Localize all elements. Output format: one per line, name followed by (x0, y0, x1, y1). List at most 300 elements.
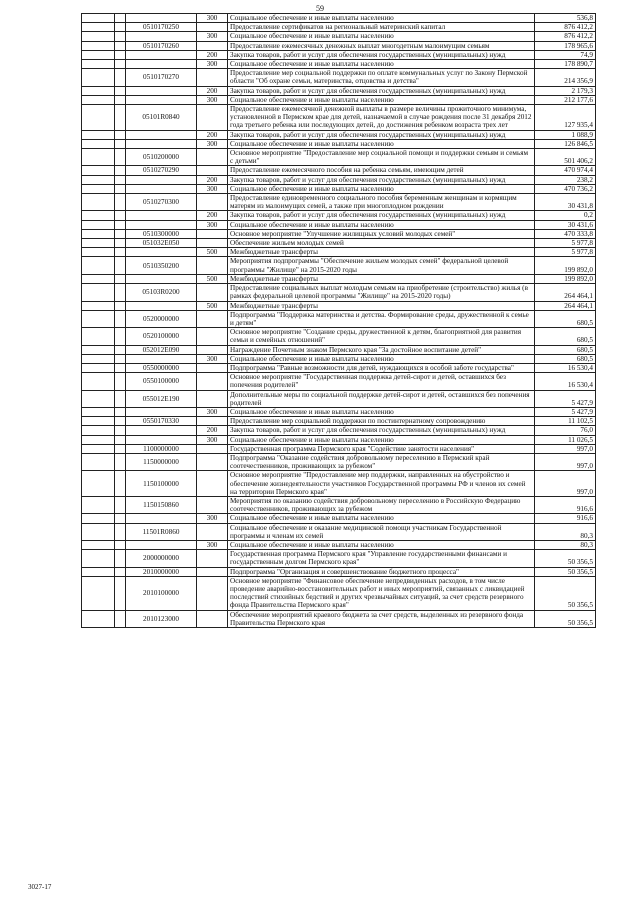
row-sum-cell: 876 412,2 (535, 32, 596, 41)
row-blank-cell (115, 211, 126, 220)
row-sum-cell: 1 088,9 (535, 130, 596, 139)
row-blank-cell (82, 229, 115, 238)
row-blank-cell (115, 86, 126, 95)
table-row (82, 567, 596, 576)
row-expense-type-cell: 300 (197, 139, 228, 148)
row-blank-cell (115, 407, 126, 416)
row-blank-cell (115, 328, 126, 345)
row-blank-cell (82, 363, 115, 372)
row-name-cell: Основное мероприятие "Предоставление мер социальной помощи и поддержки семьям и семьям с детьми" (228, 149, 535, 166)
table-row (82, 60, 596, 69)
row-expense-type-cell (197, 417, 228, 426)
row-blank-cell (82, 610, 115, 627)
row-code-cell: 11501R0860 (126, 523, 197, 540)
row-code-cell (126, 248, 197, 257)
table-row (82, 514, 596, 523)
row-sum-cell: 80,3 (535, 523, 596, 540)
row-expense-type-cell: 300 (197, 60, 228, 69)
row-blank-cell (115, 301, 126, 310)
row-code-cell: 0510170270 (126, 69, 197, 86)
row-code-cell: 0550170330 (126, 417, 197, 426)
table-row (82, 166, 596, 175)
row-sum-cell: 76,0 (535, 426, 596, 435)
row-name-cell: Межбюджетные трансферты (228, 301, 535, 310)
row-blank-cell (115, 453, 126, 470)
row-sum-cell: 16 530,4 (535, 373, 596, 390)
row-sum-cell: 997,0 (535, 471, 596, 497)
row-sum-cell: 5 427,9 (535, 390, 596, 407)
table-row (82, 95, 596, 104)
row-expense-type-cell: 300 (197, 220, 228, 229)
row-blank-cell (82, 345, 115, 354)
row-sum-cell: 997,0 (535, 444, 596, 453)
row-blank-cell (82, 248, 115, 257)
row-code-cell (126, 130, 197, 139)
row-blank-cell (115, 175, 126, 184)
table-row (82, 41, 596, 50)
row-blank-cell (82, 32, 115, 41)
row-name-cell: Закупка товаров, работ и услуг для обеспечения государственных (муниципальных) нужд (228, 50, 535, 59)
row-blank-cell (82, 139, 115, 148)
row-expense-type-cell: 300 (197, 407, 228, 416)
row-blank-cell (82, 149, 115, 166)
row-code-cell (126, 407, 197, 416)
row-code-cell (126, 274, 197, 283)
row-blank-cell (115, 610, 126, 627)
table-row (82, 310, 596, 327)
row-code-cell: 055012Е190 (126, 390, 197, 407)
row-blank-cell (82, 407, 115, 416)
row-code-cell (126, 514, 197, 523)
row-sum-cell: 199 892,0 (535, 257, 596, 274)
row-expense-type-cell: 300 (197, 184, 228, 193)
row-blank-cell (82, 453, 115, 470)
row-blank-cell (115, 354, 126, 363)
row-blank-cell (115, 105, 126, 131)
row-blank-cell (82, 60, 115, 69)
row-code-cell: 2010000000 (126, 567, 197, 576)
row-blank-cell (115, 257, 126, 274)
row-code-cell (126, 184, 197, 193)
row-name-cell: Предоставление сертификатов на региональный материнский капитал (228, 23, 535, 32)
row-sum-cell: 680,5 (535, 328, 596, 345)
row-expense-type-cell (197, 550, 228, 567)
row-code-cell: 0520100000 (126, 328, 197, 345)
row-expense-type-cell: 200 (197, 86, 228, 95)
row-blank-cell (115, 69, 126, 86)
row-name-cell: Социальное обеспечение и иные выплаты населению (228, 139, 535, 148)
row-name-cell: Социальное обеспечение и иные выплаты населению (228, 14, 535, 23)
row-blank-cell (82, 211, 115, 220)
row-blank-cell (82, 69, 115, 86)
row-blank-cell (82, 220, 115, 229)
row-expense-type-cell: 500 (197, 301, 228, 310)
row-code-cell (126, 435, 197, 444)
row-expense-type-cell (197, 239, 228, 248)
row-blank-cell (82, 14, 115, 23)
row-code-cell (126, 540, 197, 549)
row-expense-type-cell (197, 310, 228, 327)
row-blank-cell (82, 301, 115, 310)
row-expense-type-cell (197, 610, 228, 627)
row-code-cell: 2010123000 (126, 610, 197, 627)
row-name-cell: Закупка товаров, работ и услуг для обеспечения государственных (муниципальных) нужд (228, 86, 535, 95)
row-expense-type-cell (197, 41, 228, 50)
row-name-cell: Закупка товаров, работ и услуг для обеспечения государственных (муниципальных) нужд (228, 130, 535, 139)
row-sum-cell: 680,5 (535, 310, 596, 327)
row-blank-cell (115, 14, 126, 23)
row-sum-cell: 680,5 (535, 345, 596, 354)
row-expense-type-cell (197, 69, 228, 86)
row-code-cell (126, 139, 197, 148)
table-row (82, 328, 596, 345)
row-blank-cell (115, 390, 126, 407)
row-blank-cell (82, 550, 115, 567)
row-code-cell: 051032Е050 (126, 239, 197, 248)
row-name-cell: Социальное обеспечение и иные выплаты населению (228, 540, 535, 549)
row-blank-cell (82, 390, 115, 407)
row-code-cell: 0510270290 (126, 166, 197, 175)
row-blank-cell (115, 60, 126, 69)
row-expense-type-cell (197, 105, 228, 131)
row-blank-cell (82, 284, 115, 301)
row-code-cell (126, 60, 197, 69)
table-row (82, 345, 596, 354)
row-sum-cell: 2 179,3 (535, 86, 596, 95)
row-code-cell: 0520000000 (126, 310, 197, 327)
row-blank-cell (82, 86, 115, 95)
row-name-cell: Социальное обеспечение и иные выплаты населению (228, 220, 535, 229)
table-row (82, 390, 596, 407)
row-name-cell: Предоставление единовременного социального пособия беременным женщинам и кормящим матерям из малоимущих семей, а также при многоплодном рождении (228, 194, 535, 211)
row-blank-cell (82, 274, 115, 283)
row-blank-cell (115, 95, 126, 104)
table-row (82, 69, 596, 86)
row-code-cell: 05103R0200 (126, 284, 197, 301)
budget-table-body (82, 14, 596, 628)
row-name-cell: Основное мероприятие "Государственная поддержка детей-сирот и детей, оставшихся без попечения родителей" (228, 373, 535, 390)
table-row (82, 363, 596, 372)
row-sum-cell: 212 177,6 (535, 95, 596, 104)
row-blank-cell (115, 166, 126, 175)
row-name-cell: Обеспечение жильем молодых семей (228, 239, 535, 248)
row-blank-cell (82, 576, 115, 610)
row-name-cell: Предоставление мер социальной поддержки по оплате коммунальных услуг по Закону Пермской области "Об охране семьи, материнства, отцовства и детства" (228, 69, 535, 86)
row-name-cell: Социальное обеспечение и оказание медицинской помощи участникам Государственной программы и членам их семей (228, 523, 535, 540)
table-row (82, 373, 596, 390)
row-sum-cell: 50 356,5 (535, 576, 596, 610)
row-expense-type-cell (197, 390, 228, 407)
table-row (82, 523, 596, 540)
table-row (82, 496, 596, 513)
row-code-cell: 0510270300 (126, 194, 197, 211)
row-name-cell: Подпрограмма "Оказание содействия добровольному переселению в Пермский край соотечественников, проживающих за рубежом" (228, 453, 535, 470)
row-expense-type-cell: 200 (197, 130, 228, 139)
table-row (82, 175, 596, 184)
table-row (82, 610, 596, 627)
row-expense-type-cell: 200 (197, 211, 228, 220)
row-name-cell: Социальное обеспечение и иные выплаты населению (228, 514, 535, 523)
row-sum-cell: 178 965,6 (535, 41, 596, 50)
row-blank-cell (115, 514, 126, 523)
row-blank-cell (115, 435, 126, 444)
table-row (82, 220, 596, 229)
table-row (82, 444, 596, 453)
row-name-cell: Социальное обеспечение и иные выплаты населению (228, 60, 535, 69)
row-blank-cell (82, 175, 115, 184)
row-sum-cell: 916,6 (535, 514, 596, 523)
row-name-cell: Подпрограмма "Равные возможности для детей, нуждающихся в особой заботе государства" (228, 363, 535, 372)
table-row (82, 23, 596, 32)
row-blank-cell (115, 139, 126, 148)
table-row (82, 453, 596, 470)
row-code-cell: 0510350200 (126, 257, 197, 274)
row-code-cell (126, 14, 197, 23)
table-row (82, 139, 596, 148)
row-name-cell: Основное мероприятие "Улучшение жилищных условий молодых семей" (228, 229, 535, 238)
row-blank-cell (82, 50, 115, 59)
row-name-cell: Предоставление социальных выплат молодым семьям на приобретение (строительство) жилья (в рамках федеральной целевой программы "Жилище" на 2015-2020 годы) (228, 284, 535, 301)
row-code-cell (126, 354, 197, 363)
row-name-cell: Основное мероприятие "Финансовое обеспечение непредвиденных расходов, в том числе проведение аварийно-восстановительных работ и иных мероприятий, связанных с ликвидацией последствий стихийных бедствий и других чрезвычайных ситуаций, за счет средств резервного фонда Правительства Пермского края" (228, 576, 535, 610)
row-expense-type-cell (197, 453, 228, 470)
row-name-cell: Социальное обеспечение и иные выплаты населению (228, 407, 535, 416)
table-row (82, 239, 596, 248)
row-sum-cell: 11 102,5 (535, 417, 596, 426)
table-row (82, 435, 596, 444)
row-code-cell (126, 301, 197, 310)
row-name-cell: Предоставление ежемесячной денежной выплаты в размере величины прожиточного минимума, установленной в Пермском крае для детей, назначаемой в случае рождения после 31 декабря 2012 года третьего ребенка или последующих детей, до достижения ребенком возраста трех лет (228, 105, 535, 131)
row-expense-type-cell: 300 (197, 514, 228, 523)
table-row (82, 149, 596, 166)
row-sum-cell: 536,8 (535, 14, 596, 23)
table-row (82, 274, 596, 283)
row-blank-cell (82, 95, 115, 104)
row-code-cell: 05101R0840 (126, 105, 197, 131)
row-name-cell: Мероприятия подпрограммы "Обеспечение жильем молодых семей" федеральной целевой программы "Жилище" на 2015-2020 годы (228, 257, 535, 274)
row-blank-cell (115, 23, 126, 32)
table-row (82, 86, 596, 95)
row-code-cell: 2000000000 (126, 550, 197, 567)
row-blank-cell (115, 184, 126, 193)
row-blank-cell (82, 328, 115, 345)
row-blank-cell (82, 105, 115, 131)
row-code-cell: 0510170260 (126, 41, 197, 50)
row-blank-cell (82, 239, 115, 248)
row-expense-type-cell: 300 (197, 435, 228, 444)
row-name-cell: Награждение Почетным знаком Пермского края "За достойное воспитание детей" (228, 345, 535, 354)
table-row (82, 50, 596, 59)
table-row (82, 32, 596, 41)
row-blank-cell (82, 444, 115, 453)
row-code-cell: 2010100000 (126, 576, 197, 610)
row-name-cell: Закупка товаров, работ и услуг для обеспечения государственных (муниципальных) нужд (228, 426, 535, 435)
row-expense-type-cell (197, 471, 228, 497)
row-blank-cell (115, 194, 126, 211)
row-sum-cell: 470 333,8 (535, 229, 596, 238)
row-blank-cell (82, 567, 115, 576)
row-expense-type-cell (197, 345, 228, 354)
row-blank-cell (82, 184, 115, 193)
row-blank-cell (82, 417, 115, 426)
row-name-cell: Межбюджетные трансферты (228, 274, 535, 283)
row-name-cell: Предоставление мер социальной поддержки по постинтернатному сопровождению (228, 417, 535, 426)
table-row (82, 211, 596, 220)
row-sum-cell: 470 736,2 (535, 184, 596, 193)
row-blank-cell (115, 496, 126, 513)
row-blank-cell (115, 41, 126, 50)
page-number: 59 (316, 4, 324, 13)
row-sum-cell: 80,3 (535, 540, 596, 549)
row-name-cell: Основное мероприятие "Предоставление мер поддержки, направленных на обустройство и обеспечение жизнедеятельности участников Государственной программы РФ и членов их семей на территории Пермского края" (228, 471, 535, 497)
row-name-cell: Дополнительные меры по социальной поддержке детей-сирот и детей, оставшихся без попечения родителей (228, 390, 535, 407)
row-code-cell (126, 95, 197, 104)
row-name-cell: Государственная программа Пермского края "Управление государственными финансами и государственным долгом Пермского края" (228, 550, 535, 567)
row-sum-cell: 876 412,2 (535, 23, 596, 32)
table-row (82, 471, 596, 497)
row-blank-cell (115, 550, 126, 567)
row-sum-cell: 0,2 (535, 211, 596, 220)
row-name-cell: Социальное обеспечение и иные выплаты населению (228, 95, 535, 104)
row-blank-cell (115, 363, 126, 372)
table-row (82, 540, 596, 549)
row-code-cell: 1150000000 (126, 453, 197, 470)
row-blank-cell (115, 149, 126, 166)
row-sum-cell: 74,9 (535, 50, 596, 59)
row-name-cell: Закупка товаров, работ и услуг для обеспечения государственных (муниципальных) нужд (228, 211, 535, 220)
row-sum-cell: 11 026,5 (535, 435, 596, 444)
row-expense-type-cell (197, 328, 228, 345)
row-blank-cell (115, 345, 126, 354)
row-code-cell (126, 426, 197, 435)
row-blank-cell (82, 130, 115, 139)
row-code-cell: 0550100000 (126, 373, 197, 390)
row-expense-type-cell (197, 23, 228, 32)
row-name-cell: Подпрограмма "Поддержка материнства и детства. Формирование среды, дружественной к семье и детям" (228, 310, 535, 327)
row-blank-cell (115, 130, 126, 139)
table-row (82, 426, 596, 435)
table-row (82, 248, 596, 257)
row-blank-cell (82, 514, 115, 523)
table-row (82, 576, 596, 610)
row-name-cell: Предоставление ежемесячных денежных выплат многодетным малоимущим семьям (228, 41, 535, 50)
row-blank-cell (82, 471, 115, 497)
row-sum-cell: 5 977,8 (535, 248, 596, 257)
row-sum-cell: 5 427,9 (535, 407, 596, 416)
row-sum-cell: 30 431,6 (535, 220, 596, 229)
row-expense-type-cell (197, 373, 228, 390)
footer-code: 3027-17 (28, 883, 52, 891)
row-expense-type-cell: 300 (197, 540, 228, 549)
row-blank-cell (115, 32, 126, 41)
row-blank-cell (115, 229, 126, 238)
row-blank-cell (115, 444, 126, 453)
row-blank-cell (115, 50, 126, 59)
row-sum-cell: 238,2 (535, 175, 596, 184)
row-name-cell: Социальное обеспечение и иные выплаты населению (228, 435, 535, 444)
row-blank-cell (115, 471, 126, 497)
row-blank-cell (115, 239, 126, 248)
row-sum-cell: 5 977,8 (535, 239, 596, 248)
row-blank-cell (115, 426, 126, 435)
row-sum-cell: 264 464,1 (535, 301, 596, 310)
row-blank-cell (82, 354, 115, 363)
row-sum-cell: 916,6 (535, 496, 596, 513)
row-expense-type-cell: 300 (197, 95, 228, 104)
table-row (82, 194, 596, 211)
row-blank-cell (115, 284, 126, 301)
row-expense-type-cell (197, 229, 228, 238)
row-code-cell: 0510170250 (126, 23, 197, 32)
row-code-cell (126, 220, 197, 229)
row-expense-type-cell (197, 257, 228, 274)
row-sum-cell: 199 892,0 (535, 274, 596, 283)
row-name-cell: Основное мероприятие "Создание среды, дружественной к детям, благоприятной для развития семьи и семейных отношений" (228, 328, 535, 345)
row-blank-cell (115, 523, 126, 540)
table-row (82, 354, 596, 363)
row-code-cell: 0550000000 (126, 363, 197, 372)
row-code-cell: 1100000000 (126, 444, 197, 453)
row-blank-cell (82, 426, 115, 435)
row-sum-cell: 30 431,8 (535, 194, 596, 211)
row-code-cell: 1150100000 (126, 471, 197, 497)
row-blank-cell (115, 220, 126, 229)
table-row (82, 550, 596, 567)
row-code-cell (126, 175, 197, 184)
row-name-cell: Подпрограмма "Организация и совершенствование бюджетного процесса" (228, 567, 535, 576)
row-expense-type-cell (197, 496, 228, 513)
table-row (82, 130, 596, 139)
row-expense-type-cell (197, 166, 228, 175)
row-blank-cell (82, 310, 115, 327)
row-blank-cell (115, 373, 126, 390)
row-name-cell: Социальное обеспечение и иные выплаты населению (228, 32, 535, 41)
row-expense-type-cell (197, 523, 228, 540)
row-code-cell (126, 211, 197, 220)
row-blank-cell (82, 41, 115, 50)
row-expense-type-cell: 200 (197, 50, 228, 59)
row-sum-cell: 50 356,5 (535, 550, 596, 567)
row-blank-cell (115, 576, 126, 610)
row-blank-cell (82, 23, 115, 32)
row-code-cell: 0510300000 (126, 229, 197, 238)
row-blank-cell (82, 435, 115, 444)
row-sum-cell: 126 846,5 (535, 139, 596, 148)
row-name-cell: Предоставление ежемесячного пособия на ребенка семьям, имеющим детей (228, 166, 535, 175)
row-blank-cell (115, 274, 126, 283)
row-blank-cell (82, 257, 115, 274)
row-expense-type-cell: 200 (197, 426, 228, 435)
row-name-cell: Закупка товаров, работ и услуг для обеспечения государственных (муниципальных) нужд (228, 175, 535, 184)
row-code-cell (126, 32, 197, 41)
table-row (82, 301, 596, 310)
row-expense-type-cell: 500 (197, 274, 228, 283)
table-row (82, 417, 596, 426)
row-expense-type-cell (197, 444, 228, 453)
row-sum-cell: 178 890,7 (535, 60, 596, 69)
row-blank-cell (82, 523, 115, 540)
row-sum-cell: 501 406,2 (535, 149, 596, 166)
row-blank-cell (82, 540, 115, 549)
row-sum-cell: 50 356,5 (535, 610, 596, 627)
row-expense-type-cell (197, 363, 228, 372)
row-code-cell: 052012Е090 (126, 345, 197, 354)
row-blank-cell (82, 373, 115, 390)
row-expense-type-cell: 300 (197, 32, 228, 41)
row-sum-cell: 214 356,9 (535, 69, 596, 86)
row-expense-type-cell (197, 149, 228, 166)
row-code-cell (126, 86, 197, 95)
